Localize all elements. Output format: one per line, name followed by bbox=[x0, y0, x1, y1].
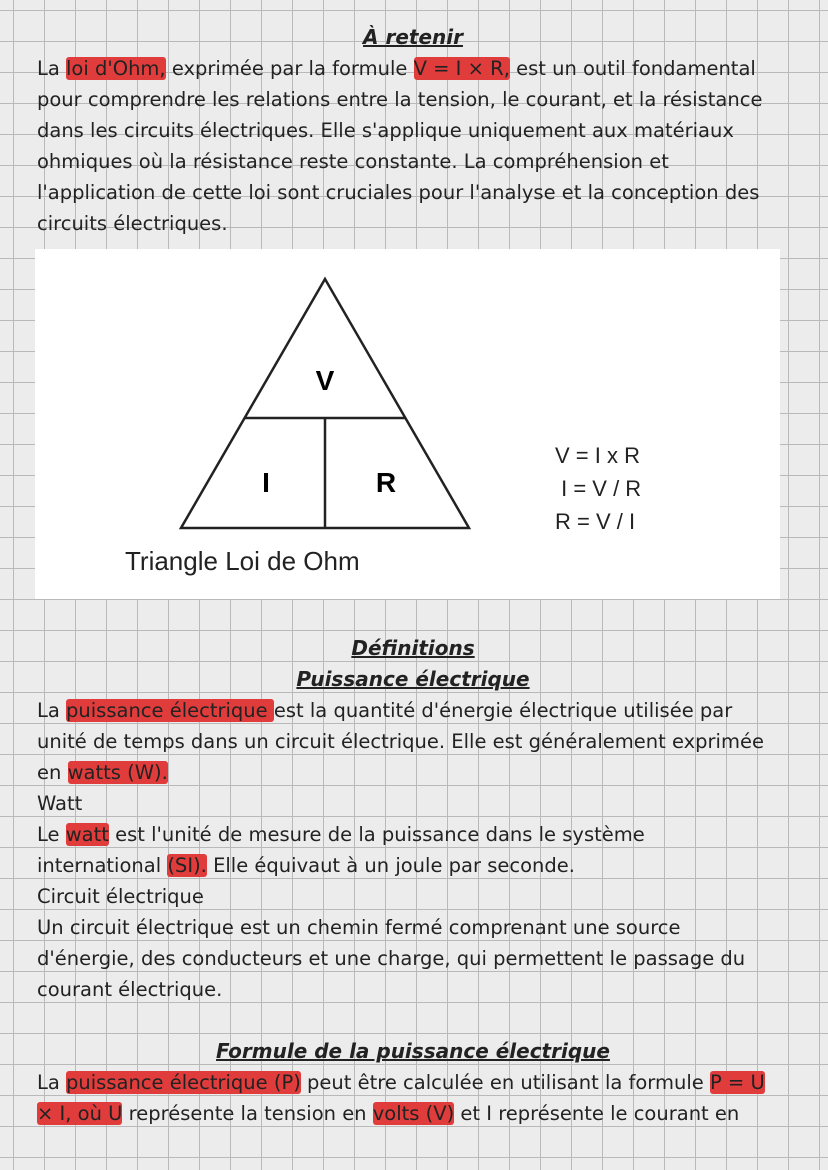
text-segment: Le bbox=[37, 823, 66, 846]
text-segment: circuits électriques. bbox=[37, 212, 228, 235]
formula-i: I = V / R bbox=[555, 476, 642, 501]
note-page bbox=[37, 22, 789, 1129]
text-line bbox=[37, 84, 789, 115]
text-line bbox=[37, 757, 789, 788]
text-line bbox=[37, 788, 789, 819]
triangle-label-i: I bbox=[262, 467, 270, 498]
text-segment: représente la tension en bbox=[122, 1102, 373, 1125]
text-line bbox=[37, 943, 789, 974]
paragraph-loi-ohm bbox=[37, 53, 789, 239]
formula-v: V = I x R bbox=[555, 443, 640, 468]
highlight: P = U bbox=[709, 1071, 765, 1094]
paragraph-definitions bbox=[37, 695, 789, 1005]
text-line bbox=[37, 1067, 789, 1098]
section-title-definitions: Définitions bbox=[351, 636, 475, 660]
text-line bbox=[37, 53, 789, 84]
highlight: (SI). bbox=[167, 854, 207, 877]
text-line bbox=[37, 819, 789, 850]
highlight: volts (V) bbox=[372, 1102, 455, 1125]
text-segment: ohmiques où la résistance reste constante. La compréhension et bbox=[37, 150, 669, 173]
paragraph-formule bbox=[37, 1067, 789, 1129]
text-segment: est un outil fondamental bbox=[509, 57, 756, 80]
text-segment: international bbox=[37, 854, 168, 877]
highlight: puissance électrique (P) bbox=[66, 1071, 301, 1094]
formula-r: R = V / I bbox=[555, 509, 636, 534]
text-segment: l'application de cette loi sont cruciales pour l'analyse et la conception des bbox=[37, 181, 760, 204]
text-line bbox=[37, 850, 789, 881]
text-line bbox=[37, 912, 789, 943]
text-segment: La bbox=[37, 57, 67, 80]
text-line bbox=[37, 146, 789, 177]
text-line bbox=[37, 974, 789, 1005]
text-segment: unité de temps dans un circuit électrique. Elle est généralement exprimée bbox=[37, 730, 764, 753]
triangle-label-r: R bbox=[375, 467, 397, 498]
text-line bbox=[37, 177, 789, 208]
ohm-formulas bbox=[555, 439, 641, 538]
text-segment: La bbox=[37, 1071, 67, 1094]
text-segment: courant électrique. bbox=[37, 978, 223, 1001]
highlight: puissance électrique bbox=[66, 699, 274, 722]
ohm-triangle-figure bbox=[35, 249, 780, 599]
text-segment: et I représente le courant en bbox=[454, 1102, 740, 1125]
highlight: V = I × R, bbox=[413, 57, 510, 80]
highlight: watts (W). bbox=[67, 761, 168, 784]
text-line bbox=[37, 208, 789, 239]
highlight: loi d'Ohm, bbox=[66, 57, 166, 80]
text-line bbox=[37, 726, 789, 757]
text-segment: d'énergie, des conducteurs et une charge, qui permettent le passage du bbox=[37, 947, 746, 970]
highlight: watt bbox=[65, 823, 109, 846]
text-segment: en bbox=[37, 761, 68, 784]
text-segment: est l'unité de mesure de la puissance dans le système bbox=[108, 823, 645, 846]
text-segment: Circuit électrique bbox=[37, 885, 204, 908]
text-segment: est la quantité d'énergie électrique utilisée par bbox=[273, 699, 733, 722]
highlight: × I, où U bbox=[37, 1102, 123, 1125]
text-segment: peut être calculée en utilisant la formule bbox=[300, 1071, 710, 1094]
text-line bbox=[37, 881, 789, 912]
text-segment: Un circuit électrique est un chemin fermé comprenant une source bbox=[37, 916, 681, 939]
text-segment: dans les circuits électriques. Elle s'applique uniquement aux matériaux bbox=[37, 119, 734, 142]
text-segment: pour comprendre les relations entre la tension, le courant, et la résistance bbox=[37, 88, 763, 111]
section-title-formule: Formule de la puissance électrique bbox=[216, 1039, 610, 1063]
section-title-a-retenir: À retenir bbox=[363, 25, 463, 49]
text-line bbox=[37, 1098, 789, 1129]
text-line bbox=[37, 115, 789, 146]
text-segment: Elle équivaut à un joule par seconde. bbox=[206, 854, 575, 877]
text-line bbox=[37, 695, 789, 726]
figure-caption: Triangle Loi de Ohm bbox=[125, 546, 360, 576]
text-segment: exprimée par la formule bbox=[165, 57, 414, 80]
section-subtitle-puissance: Puissance électrique bbox=[296, 667, 530, 691]
text-segment: Watt bbox=[37, 792, 83, 815]
text-segment: La bbox=[37, 699, 67, 722]
triangle-label-v: V bbox=[315, 365, 335, 396]
